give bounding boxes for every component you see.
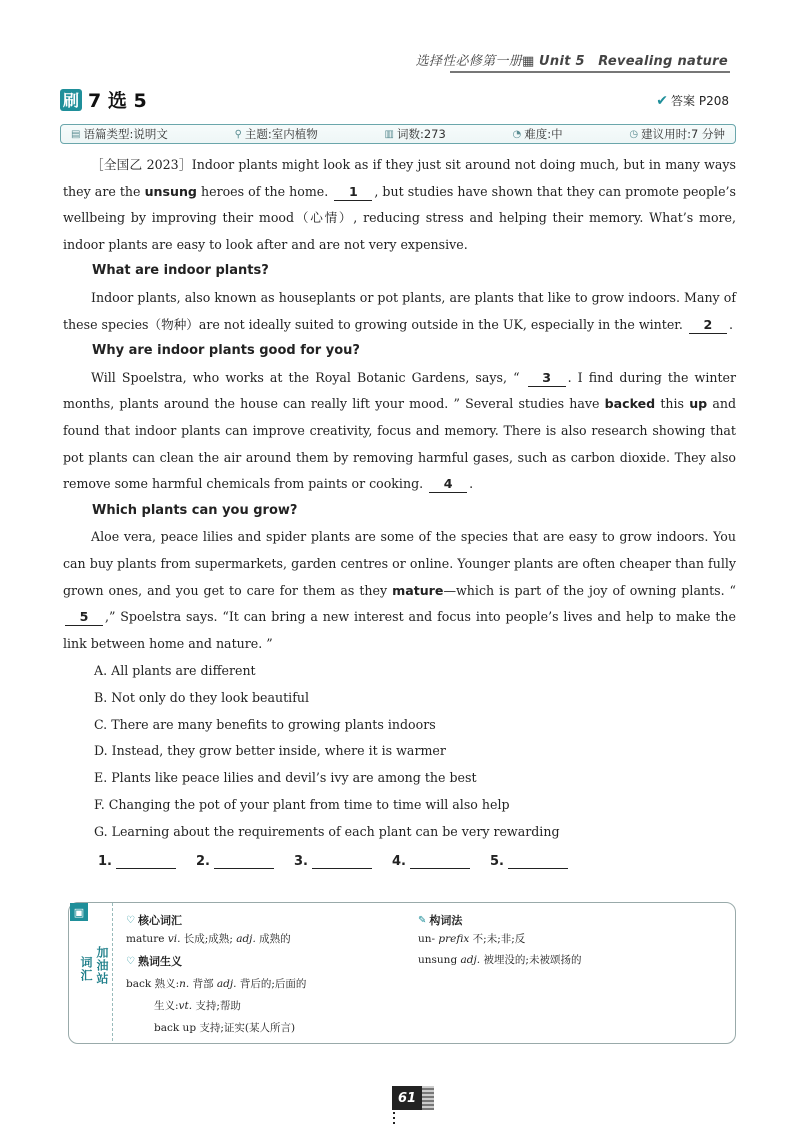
- blank-2[interactable]: 2: [689, 317, 727, 334]
- text-run: —which is part of the joy of owning plants. “: [443, 582, 736, 598]
- text-run: ,” Spoelstra says. “It can bring a new interest and focus into people’s lives and help to make the link between home and nature. ”: [63, 609, 736, 651]
- vocab-label: 熟义:: [154, 978, 180, 990]
- vocab-def: 支持;帮助: [195, 1000, 241, 1012]
- vocab-def: 成熟的: [259, 933, 291, 945]
- paragraph-1: [63, 152, 736, 258]
- option-g: G. Learning about the requirements of each plant can be very rewarding: [94, 823, 560, 839]
- info-theme: [235, 126, 318, 142]
- vocab-side-label-b: 词汇: [79, 956, 93, 982]
- answer-slot-label: 4.: [391, 854, 406, 869]
- word-formation-section: [418, 912, 718, 968]
- answer-line: [98, 854, 568, 869]
- vocab-def: 被埋没的;未被颂扬的: [483, 954, 582, 966]
- familiar-word-title-text: 熟词生义: [137, 955, 182, 968]
- vocab-def: 背部: [192, 978, 214, 990]
- document-icon: ▤: [71, 128, 81, 140]
- info-difficulty-text: 难度:中: [524, 127, 563, 141]
- vocab-pos: adj.: [216, 978, 237, 990]
- vocab-entry-back-new: [126, 995, 396, 1017]
- vocab-def: 长成;成熟: [183, 933, 230, 945]
- answer-ref-text: 答案 P208: [671, 94, 729, 108]
- info-time-text: 建议用时:7 分钟: [641, 127, 725, 141]
- clock-icon: ◷: [629, 128, 639, 140]
- vocab-word: unsung: [418, 954, 458, 966]
- text-run: ［全国乙 2023］Indoor plants might look as if they just sit around not doing much, but in many ways they are the: [63, 157, 736, 199]
- vocab-entry-mature: mature vi. 长成;成熟; adj. 成熟的: [126, 933, 291, 945]
- info-theme-text: 主题:室内植物: [244, 127, 318, 141]
- section-heading-2: Why are indoor plants good for you?: [92, 343, 360, 359]
- running-header: [416, 50, 728, 69]
- answer-fill-line[interactable]: [116, 854, 176, 869]
- page-number-tick: [393, 1112, 395, 1126]
- title-text: 7 选 5: [88, 90, 147, 112]
- blank-1[interactable]: 1: [334, 184, 372, 201]
- answer-slot-label: 1.: [98, 854, 112, 869]
- text-run: .: [469, 476, 474, 492]
- vocab-pos: adj.: [236, 933, 256, 945]
- answer-fill-line[interactable]: [312, 854, 372, 869]
- vocab-word: mature: [126, 933, 165, 945]
- vocab-def: 背后的;后面的: [239, 978, 307, 990]
- word-formation-title-text: 构词法: [429, 914, 463, 927]
- info-genre-text: 语篇类型:说明文: [83, 127, 168, 141]
- vocab-def: 不;未;非;反: [472, 933, 526, 945]
- answer-fill-line[interactable]: [214, 854, 274, 869]
- answer-slot-1[interactable]: [98, 854, 176, 869]
- vocab-left-column: [126, 912, 396, 1045]
- option-d: D. Instead, they grow better inside, where it is warmer: [94, 743, 446, 759]
- info-time: [629, 126, 725, 142]
- pen-icon: ✎: [418, 914, 427, 926]
- header-rule: [450, 71, 730, 73]
- info-words: [385, 126, 446, 142]
- answer-slot-3[interactable]: [294, 854, 372, 869]
- word-formation-title: [418, 912, 718, 928]
- brush-mark-icon: 刷: [60, 89, 82, 111]
- vocab-entry-unsung: [418, 953, 718, 968]
- header-book: 选择性必修第一册: [415, 54, 523, 69]
- answer-slot-label: 5.: [489, 854, 504, 869]
- text-run: heroes of the home.: [196, 183, 333, 199]
- core-vocab-title: [126, 912, 396, 928]
- vocab-entry-backup: back up 支持;证实(某人所言): [154, 1022, 296, 1034]
- answer-fill-line[interactable]: [410, 854, 470, 869]
- vocab-label: 生义:: [154, 1000, 179, 1012]
- text-run: . I find during the winter months, plants around the house can really lift your mood. ” Several studies have: [63, 369, 736, 412]
- option-a: A. All plants are different: [94, 663, 256, 678]
- option-list: [94, 658, 560, 846]
- vocab-entry-un: [418, 932, 718, 947]
- blank-5[interactable]: 5: [65, 609, 103, 626]
- info-genre: [71, 126, 168, 142]
- search-icon: ⚲: [234, 128, 242, 140]
- page-number-decoration: [422, 1086, 434, 1110]
- keyword-mature: mature: [392, 582, 444, 598]
- familiar-word-section: [126, 953, 396, 1039]
- vocab-word: un-: [418, 933, 436, 945]
- answer-reference: [656, 92, 729, 109]
- vocab-side-label-a: 加油站: [95, 946, 109, 985]
- answer-slot-label: 2.: [195, 854, 210, 869]
- vocab-pos: vi.: [167, 933, 181, 945]
- reading-passage: [63, 152, 736, 657]
- paragraph-3: [63, 365, 736, 498]
- section-heading-1: What are indoor plants?: [92, 263, 269, 279]
- info-words-text: 词数:273: [396, 127, 446, 141]
- option-f: F. Changing the pot of your plant from time to time will also help: [94, 796, 510, 812]
- page-number: 61: [392, 1086, 422, 1110]
- answer-slot-5[interactable]: [490, 854, 568, 869]
- text-run: Indoor plants, also known as houseplants or pot plants, are plants that like to grow indoors. Many of these species（物种）are not ideally suited to growing outside in the UK, especially in the winter.: [63, 289, 736, 332]
- vocab-pos: prefix: [438, 933, 470, 945]
- text-run: this: [655, 396, 690, 412]
- info-bar: [60, 124, 736, 144]
- text-run: .: [728, 316, 733, 332]
- heart-icon: ♡: [126, 955, 135, 967]
- paragraph-4: [63, 524, 736, 657]
- book-icon: ▦: [522, 54, 535, 69]
- text-run: Will Spoelstra, who works at the Royal Botanic Gardens, says, “: [91, 369, 526, 385]
- vocab-pos: adj.: [460, 954, 481, 966]
- vocab-right-column: [418, 912, 718, 974]
- gauge-icon: ◔: [512, 128, 522, 140]
- vocab-tag-icon: ▣: [70, 903, 88, 921]
- keyword-up: up: [689, 396, 708, 412]
- info-difficulty: [513, 126, 563, 142]
- familiar-word-title: [126, 953, 396, 969]
- answer-slot-2[interactable]: [196, 854, 274, 869]
- answer-slot-4[interactable]: [392, 854, 470, 869]
- vocab-entry-back: [126, 973, 396, 995]
- word-count-icon: ▥: [384, 128, 394, 140]
- check-icon: ✔: [656, 92, 669, 109]
- core-vocab-title-text: 核心词汇: [137, 914, 182, 927]
- section-heading-3: Which plants can you grow?: [92, 502, 298, 518]
- heart-icon: ♡: [126, 914, 135, 926]
- text-run: Aloe vera, peace lilies and spider plants are some of the species that are easy to grow indoors. You can buy plants from supermarkets, garden centres or online. Younger plants are often cheaper than fully grown ones, and you get to care for them as they: [63, 529, 736, 598]
- blank-4[interactable]: 4: [429, 476, 467, 493]
- option-c: C. There are many benefits to growing plants indoors: [94, 716, 436, 732]
- header-unit: Unit 5: [539, 54, 585, 69]
- blank-3[interactable]: 3: [528, 370, 566, 387]
- vocab-pos: n.: [179, 978, 190, 990]
- exercise-title: [60, 86, 147, 113]
- vocab-pos: vt.: [178, 1000, 193, 1012]
- answer-slot-label: 3.: [293, 854, 308, 869]
- vocab-word: back: [126, 978, 152, 990]
- paragraph-2: [63, 285, 736, 338]
- answer-fill-line[interactable]: [508, 854, 568, 869]
- option-e: E. Plants like peace lilies and devil’s ivy are among the best: [94, 770, 477, 786]
- keyword-unsung: unsung: [144, 183, 197, 199]
- core-vocab-section: [126, 912, 396, 947]
- header-topic: Revealing nature: [598, 54, 728, 69]
- text-run: and found that indoor plants can improve creativity, focus and memory. There is also research showing that pot plants can clean the air around them by removing harmful gases, such as carbon dioxide. They also remove some harmful chemicals from paints or cooking.: [63, 396, 737, 492]
- option-b: B. Not only do they look beautiful: [94, 689, 310, 705]
- keyword-backed: backed: [604, 396, 656, 412]
- text-run: , but studies have shown that they can promote people’s wellbeing by improving their mood（心情）, reducing stress and helping their memory. What’s more, indoor plants are easy to look after and are not very expensive.: [63, 183, 737, 252]
